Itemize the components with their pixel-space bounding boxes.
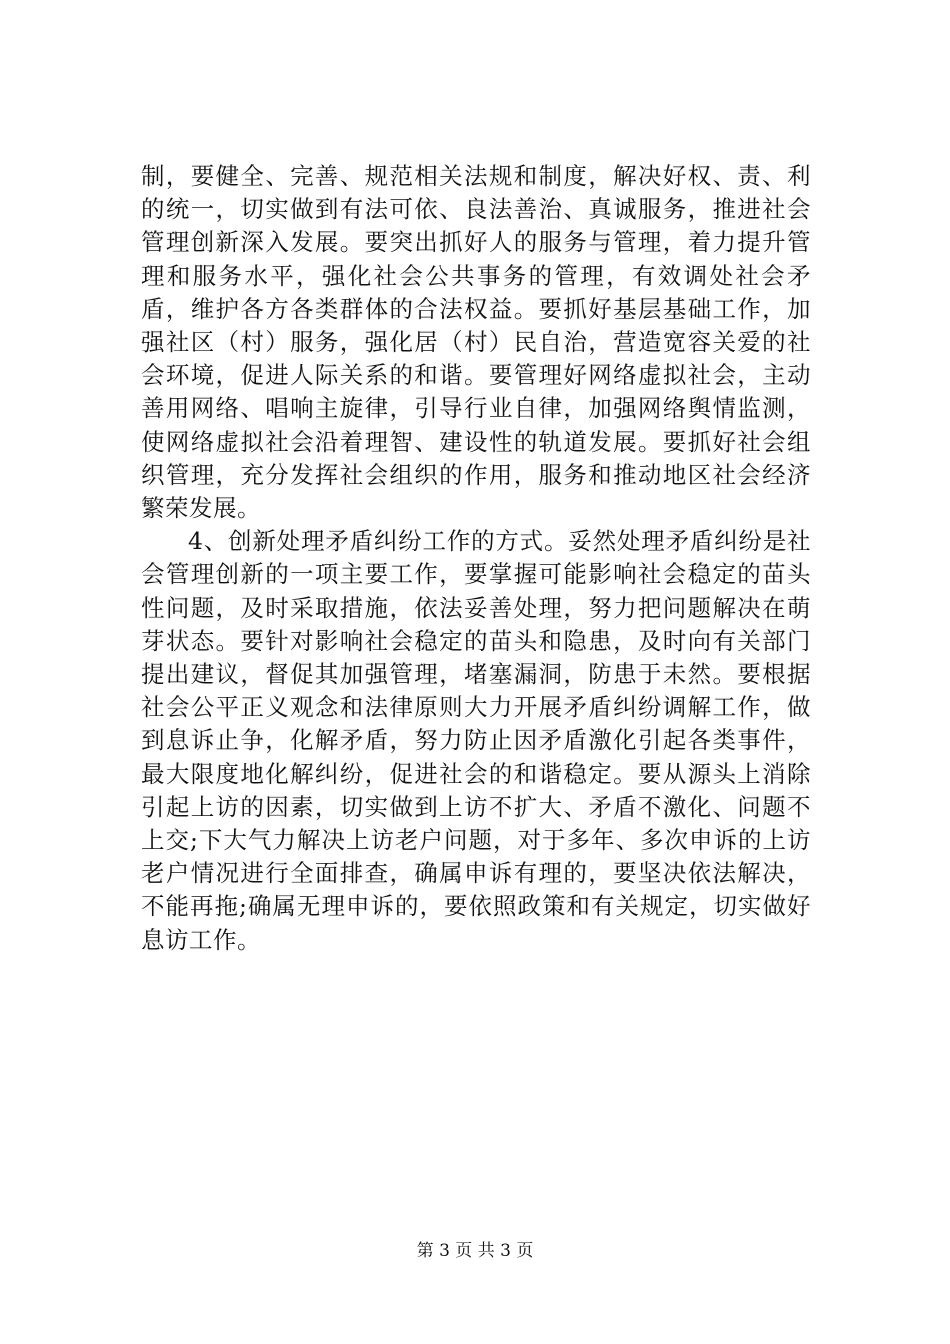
document-body (141, 160, 811, 957)
page-footer: 第 3 页 共 3 页 (416, 1241, 534, 1261)
paragraph-1: 制，要健全、完善、规范相关法规和制度，解决好权、责、利的统一，切实做到有法可依、良法善治、真诚服务，推进社会管理创新深入发展。要突出抓好人的服务与管理，着力提升管理和服务水平，强化社会公共事务的管理，有效调处社会矛盾，维护各方各类群体的合法权益。要抓好基层基础工作，加强社区（村）服务，强化居（村）民自治，营造宽容关爱的社会环境，促进人际关系的和谐。要管理好网络虚拟社会，主动善用网络、唱响主旋律，引导行业自律，加强网络舆情监测，使网络虚拟社会沿着理智、建设性的轨道发展。要抓好社会组织管理，充分发挥社会组织的作用，服务和推动地区社会经济繁荣发展。 (141, 162, 811, 523)
paragraph-2: 4、创新处理矛盾纠纷工作的方式。妥然处理矛盾纠纷是社会管理创新的一项主要工作，要掌握可能影响社会稳定的苗头性问题，及时采取措施，依法妥善处理，努力把问题解决在萌芽状态。要针对影响社会稳定的苗头和隐患，及时向有关部门提出建议，督促其加强管理，堵塞漏洞，防患于未然。要根据社会公平正义观念和法律原则大力开展矛盾纠纷调解工作，做到息诉止争，化解矛盾，努力防止因矛盾激化引起各类事件，最大限度地化解纠纷，促进社会的和谐稳定。要从源头上消除引起上访的因素，切实做到上访不扩大、矛盾不激化、问题不上交;下大气力解决上访老户问题，对于多年、多次申诉的上访老户情况进行全面排查，确属申诉有理的，要坚决依法解决，不能再拖;确属无理申诉的，要依照政策和有关规定，切实做好息访工作。 (141, 527, 811, 954)
